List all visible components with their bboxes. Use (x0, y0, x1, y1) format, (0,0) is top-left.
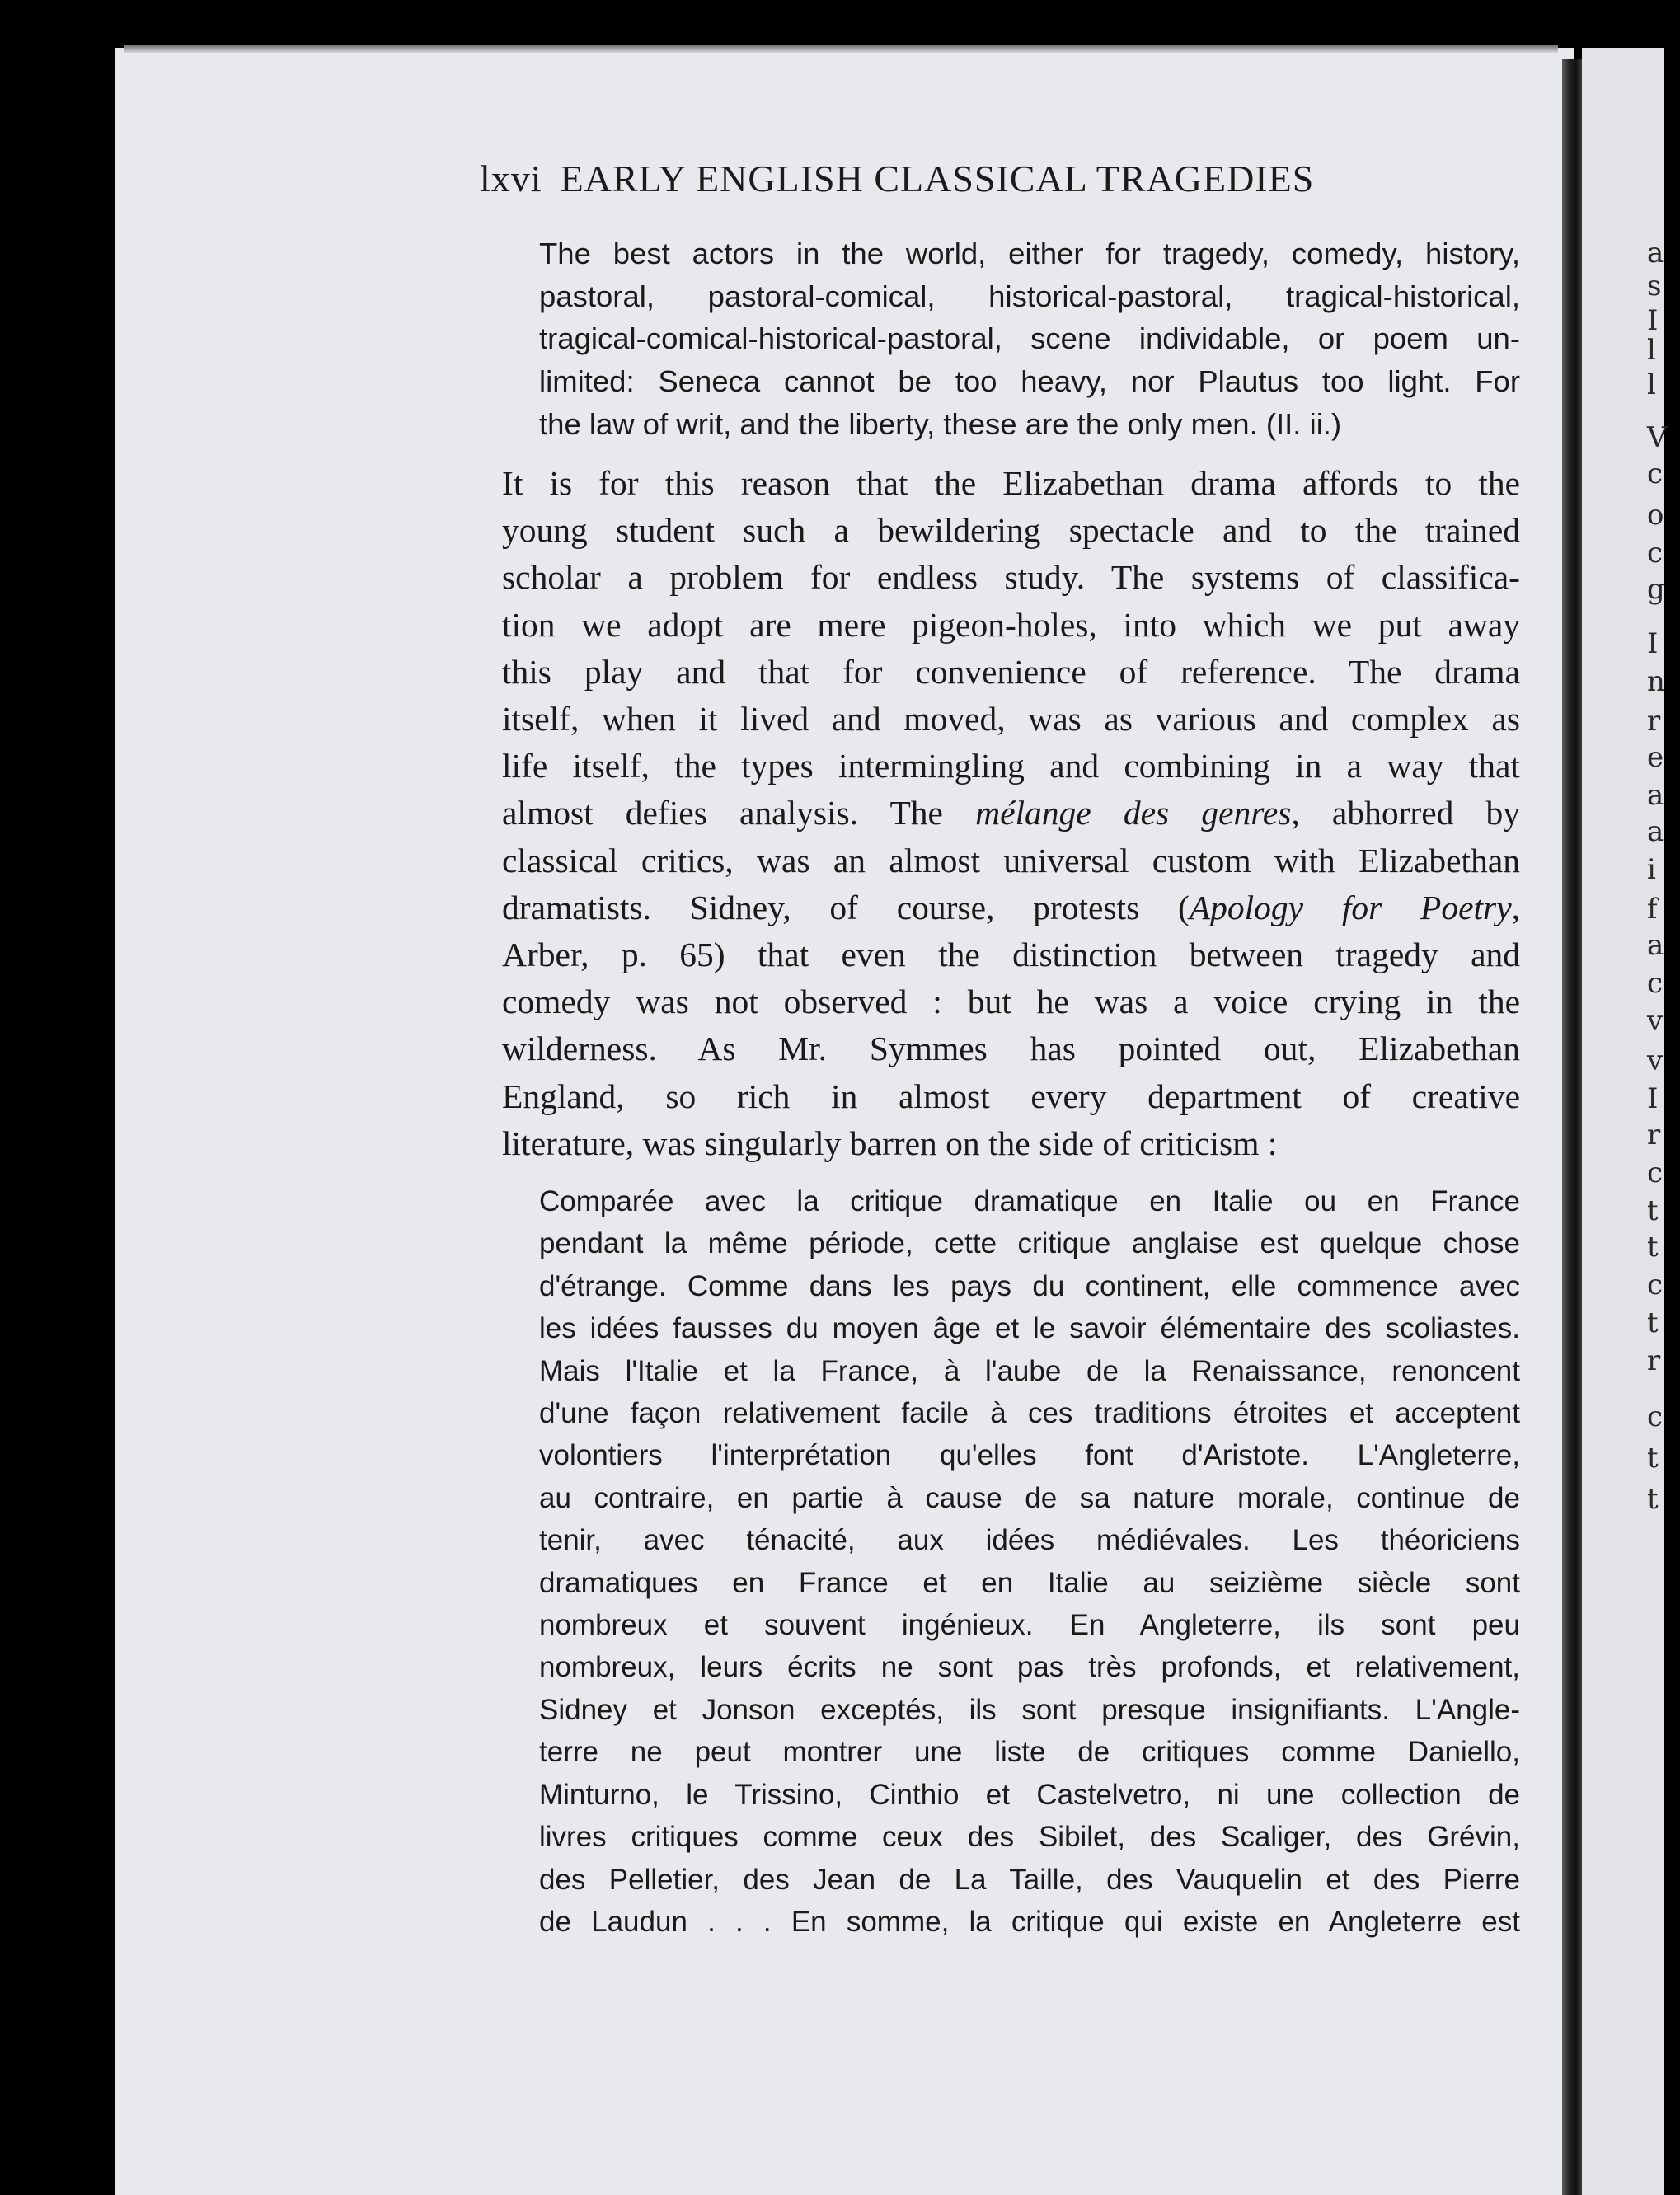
quote-line: Minturno, le Trissino, Cinthio et Castelvetro, ni une collection de (539, 1778, 1520, 1811)
body-line: this play and that for convenience of reference. The drama (502, 652, 1520, 691)
facing-letter: a (1647, 237, 1664, 270)
italic-title: Apology for Poetry (1189, 888, 1512, 926)
facing-letter: I (1647, 627, 1659, 660)
body-line: young student such a bewildering spectacle and to the trained (502, 511, 1520, 550)
block-quote-hamlet (502, 232, 1520, 446)
quote-line: livres critiques comme ceux des Sibilet, des Scaliger, des Grévin, (539, 1821, 1520, 1854)
facing-letter: n (1647, 665, 1665, 698)
quote-line: tragical-comical-historical-pastoral, scene individable, or poem un- (539, 321, 1520, 356)
body-text: dramatists. Sidney, of course, protests ( (502, 888, 1190, 926)
facing-letter: I (1647, 304, 1659, 337)
body-line (502, 790, 1520, 837)
body-text: almost defies analysis. The (502, 794, 976, 833)
facing-letter: r (1647, 1119, 1661, 1151)
body-line (502, 884, 1520, 931)
page-top-edge (124, 45, 1558, 53)
facing-letter: c (1647, 1400, 1664, 1433)
body-line: Arber, p. 65) that even the distinction between tragedy and (502, 936, 1520, 974)
facing-letter: a (1647, 779, 1664, 812)
body-line: wilderness. As Mr. Symmes has pointed out, Elizabethan (502, 1029, 1520, 1068)
quote-line: pendant la même période, cette critique anglaise est quelque chose (539, 1227, 1520, 1260)
facing-letter: a (1647, 815, 1664, 848)
facing-letter: i (1647, 853, 1656, 886)
quote-line: The best actors in the world, either for tragedy, comedy, history, (539, 237, 1520, 270)
facing-letter: e (1647, 741, 1664, 774)
facing-letter: v (1647, 1044, 1664, 1077)
body-line: classical critics, was an almost universal custom with Elizabethan (502, 841, 1520, 879)
quote-line: the law of writ, and the liberty, these are the only men. (II. ii.) (539, 406, 1342, 441)
quote-line: les idées fausses du moyen âge et le savoir élémentaire des scoliastes. (539, 1312, 1520, 1345)
body-line: England, so rich in almost every department of creative (502, 1076, 1520, 1115)
body-line: scholar a problem for endless study. The systems of classifica- (502, 558, 1520, 597)
quote-line: nombreux, leurs écrits ne sont pas très profonds, et relativement, (539, 1651, 1520, 1684)
body-paragraph (502, 460, 1520, 1167)
quote-line: Mais l'Italie et la France, à l'aube de la Renaissance, renoncent (539, 1354, 1520, 1387)
body-line: literature, was singularly barren on the side of criticism : (502, 1123, 1278, 1162)
facing-letter: v (1647, 1005, 1664, 1038)
quote-line: Sidney et Jonson exceptés, ils sont presque insignifiants. L'Angle- (539, 1693, 1520, 1726)
body-line: It is for this reason that the Elizabethan drama affords to the (502, 464, 1520, 502)
quote-line: volontiers l'interprétation qu'elles font d'Aristote. L'Angleterre, (539, 1439, 1520, 1472)
body-line: comedy was not observed : but he was a voice crying in the (502, 983, 1520, 1021)
italic-phrase: mélange des genres (975, 794, 1292, 833)
quote-line: des Pelletier, des Jean de La Taille, des Vauquelin et des Pierre (539, 1863, 1520, 1896)
block-quote-french (502, 1180, 1520, 1943)
quote-line: terre ne peut montrer une liste de critiques comme Daniello, (539, 1736, 1520, 1769)
facing-letter: r (1647, 1344, 1661, 1377)
quote-line: de Laudun . . . En somme, la critique qui existe en Angleterre est (539, 1905, 1520, 1938)
facing-letter: l (1647, 334, 1656, 367)
facing-letter: c (1647, 537, 1664, 570)
facing-letter: o (1647, 499, 1664, 532)
facing-letter: t (1647, 1231, 1659, 1264)
facing-letter: c (1647, 967, 1664, 1000)
quote-line: pastoral, pastoral-comical, historical-pastoral, tragical-historical, (539, 279, 1520, 313)
facing-letter: I (1647, 1082, 1659, 1115)
quote-line: d'étrange. Comme dans les pays du continent, elle commence avec (539, 1269, 1520, 1302)
facing-letter: l (1647, 368, 1656, 401)
body-line: tion we adopt are mere pigeon-holes, into which we put away (502, 605, 1520, 644)
facing-letter: t (1647, 1194, 1659, 1227)
body-line: itself, when it lived and moved, was as various and complex as (502, 700, 1520, 739)
facing-letter: f (1647, 893, 1658, 926)
quote-line: Comparée avec la critique dramatique en Italie ou en France (539, 1185, 1520, 1217)
facing-letter: V (1647, 421, 1668, 454)
running-head (480, 157, 1527, 200)
facing-letter: c (1647, 1156, 1664, 1189)
facing-letter: r (1647, 705, 1661, 738)
facing-letter: t (1647, 1306, 1659, 1339)
quote-line: dramatiques en France et en Italie au seizième siècle sont (539, 1566, 1520, 1599)
facing-letter: t (1647, 1483, 1659, 1516)
facing-letter: t (1647, 1442, 1659, 1475)
facing-letter: c (1647, 457, 1664, 490)
quote-line: limited: Seneca cannot be too heavy, nor Plautus too light. For (539, 364, 1520, 399)
facing-letter: c (1647, 1269, 1664, 1302)
body-line: life itself, the types intermingling and combining in a way that (502, 747, 1520, 786)
book-spine-shadow (1562, 59, 1582, 2195)
body-text: , (1511, 888, 1520, 926)
page-number: lxvi (480, 157, 542, 199)
facing-letter: a (1647, 929, 1664, 962)
running-title: EARLY ENGLISH CLASSICAL TRAGEDIES (560, 157, 1315, 199)
quote-line: d'une façon relativement facile à ces traditions étroites et acceptent (539, 1397, 1520, 1430)
quote-line: au contraire, en partie à cause de sa nature morale, continue de (539, 1481, 1520, 1514)
quote-line: tenir, avec ténacité, aux idées médiévales. Les théoriciens (539, 1524, 1520, 1557)
body-text: , abhorred by (1291, 794, 1521, 833)
quote-line: nombreux et souvent ingénieux. En Angleterre, ils sont peu (539, 1609, 1520, 1642)
facing-letter: s (1647, 270, 1662, 303)
facing-letter: g (1647, 573, 1665, 606)
